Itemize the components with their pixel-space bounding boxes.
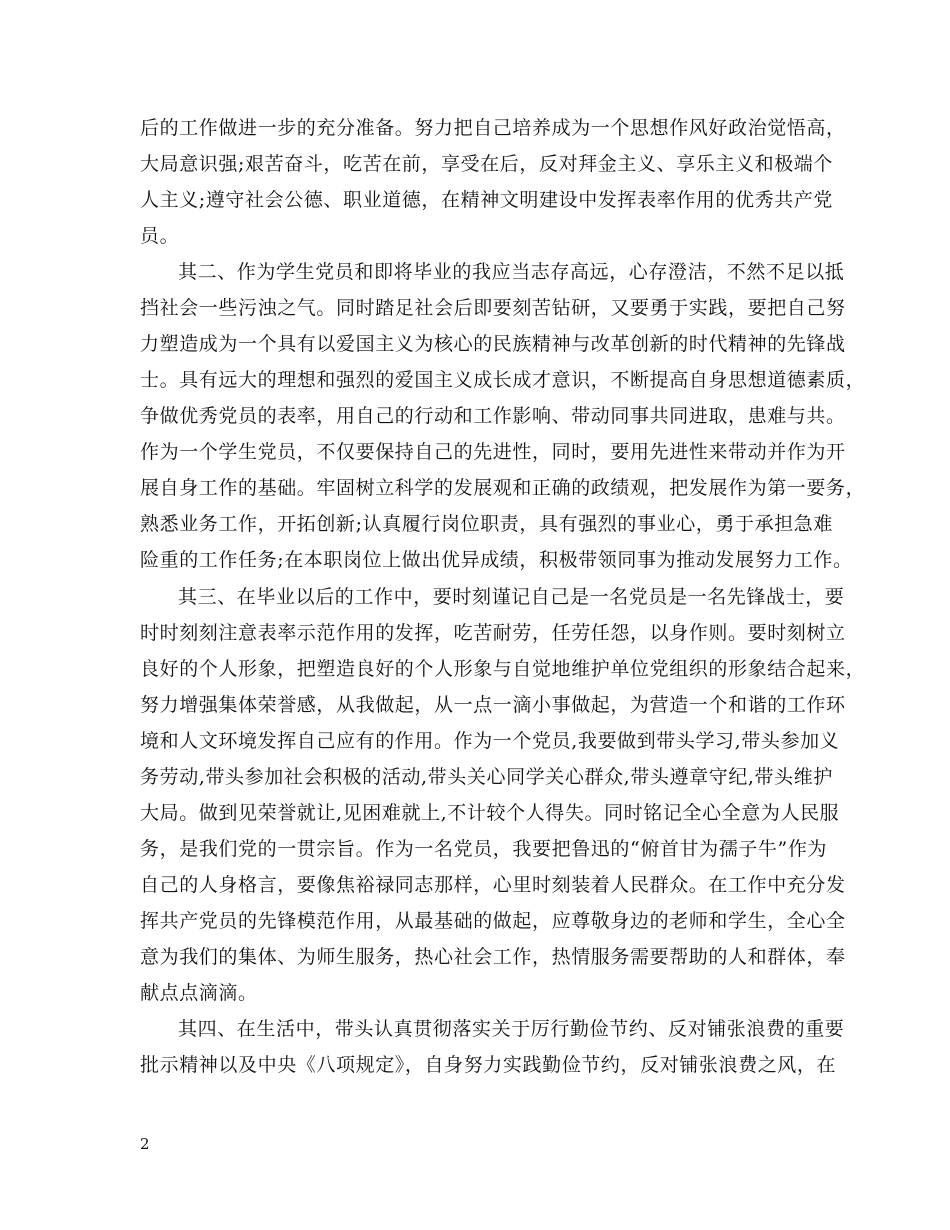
page-number: 2 [140,1135,150,1153]
body-text-line: 争做优秀党员的表率，用自己的行动和工作影响、带动同事共同进取，患难与共。 [140,405,846,427]
body-text-line: 力塑造成为一个具有以爱国主义为核心的民族精神与改革创新的时代精神的先锋战 [140,333,846,355]
body-text-line: 意为我们的集体、为师生服务，热心社会工作，热情服务需要帮助的人和群体，奉 [140,946,846,968]
body-text-line: 自己的人身格言，要像焦裕禄同志那样，心里时刻装着人民群众。在工作中充分发 [140,874,846,896]
body-text-line: 时时刻刻注意表率示范作用的发挥，吃苦耐劳，任劳任怨，以身作则。要时刻树立 [140,622,846,644]
body-text-line: 努力增强集体荣誉感，从我做起，从一点一滴小事做起，为营造一个和谐的工作环 [140,694,846,716]
body-text-line: 员。 [140,225,180,247]
body-text-line: 大局。做到见荣誉就让,见困难就上,不计较个人得失。同时铭记全心全意为人民服 [140,802,840,824]
body-text-line: 务，是我们党的一贯宗旨。作为一名党员，我要把鲁迅的“俯首甘为孺子牛”作为 [140,838,828,860]
body-text-line: 其四、在生活中，带头认真贯彻落实关于厉行勤俭节约、反对铺张浪费的重要 [178,1018,845,1040]
body-text-line: 人主义;遵守社会公德、职业道德，在精神文明建设中发挥表率作用的优秀共产党 [140,189,834,211]
body-text-line: 境和人文环境发挥自己应有的作用。作为一个党员,我要做到带头学习,带头参加义 [140,730,840,752]
body-text-line: 其三、在毕业以后的工作中，要时刻谨记自己是一名党员是一名先锋战士，要 [178,586,845,608]
body-text-line: 后的工作做进一步的充分准备。努力把自己培养成为一个思想作风好政治觉悟高， [140,117,846,139]
body-text-line: 献点点滴滴。 [140,982,258,1004]
body-text-line: 展自身工作的基础。牢固树立科学的发展观和正确的政绩观，把发展作为第一要务， [140,477,866,499]
body-text-line: 其二、作为学生党员和即将毕业的我应当志存高远，心存澄洁，不然不足以抵 [178,261,845,283]
body-text-line: 险重的工作任务;在本职岗位上做出优异成绩，积极带领同事为推动发展努力工作。 [140,549,853,571]
body-text-line: 良好的个人形象，把塑造良好的个人形象与自觉地维护单位党组织的形象结合起来， [140,658,866,680]
body-text-line: 批示精神以及中央《八项规定》，自身努力实践勤俭节约，反对铺张浪费之风，在 [140,1054,837,1076]
body-text-line: 熟悉业务工作，开拓创新;认真履行岗位职责，具有强烈的事业心，勇于承担急难 [140,513,834,535]
body-text-line: 士。具有远大的理想和强烈的爱国主义成长成才意识，不断提高自身思想道德素质， [140,369,866,391]
body-text-line: 大局意识强;艰苦奋斗，吃苦在前，享受在后，反对拜金主义、享乐主义和极端个 [140,153,834,175]
body-text-line: 作为一个学生党员，不仅要保持自己的先进性，同时，要用先进性来带动并作为开 [140,441,846,463]
body-text-line: 务劳动,带头参加社会积极的活动,带头关心同学关心群众,带头遵章守纪,带头维护 [140,766,833,788]
body-text-line: 挡社会一些污浊之气。同时踏足社会后即要刻苦钻研，又要勇于实践，要把自己努 [140,297,846,319]
body-text-line: 挥共产党员的先锋模范作用，从最基础的做起，应尊敬身边的老师和学生，全心全 [140,910,846,932]
